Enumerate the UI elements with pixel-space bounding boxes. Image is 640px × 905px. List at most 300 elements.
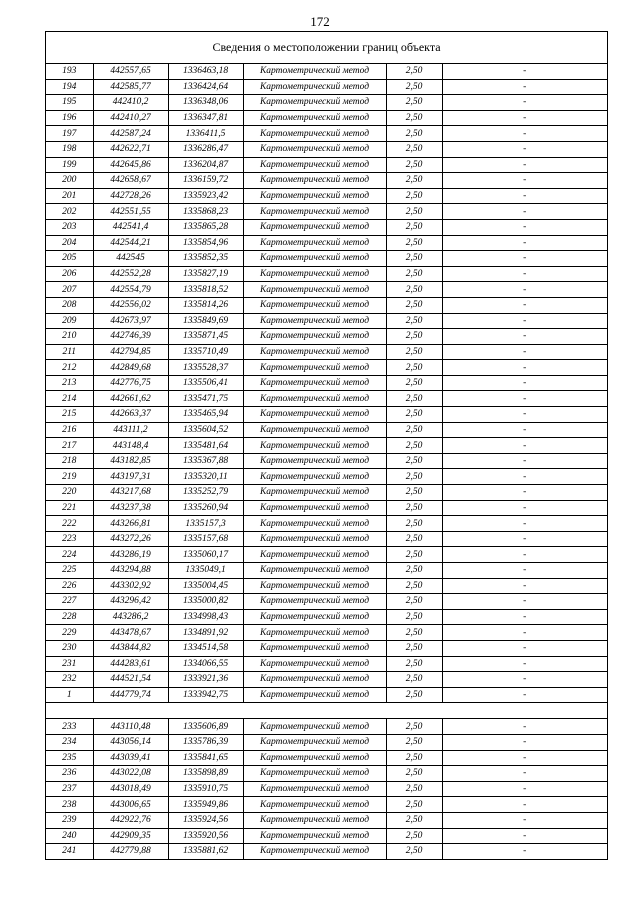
y-coordinate-cell: 1335471,75 [168, 391, 243, 407]
method-cell: Картометрический метод [243, 734, 386, 750]
description-cell: - [442, 344, 607, 360]
table-row [46, 375, 607, 391]
table-row [46, 173, 607, 189]
accuracy-cell: 2,50 [386, 407, 442, 423]
y-coordinate-cell: 1336348,06 [168, 95, 243, 111]
description-cell: - [442, 375, 607, 391]
description-cell: - [442, 516, 607, 532]
accuracy-cell: 2,50 [386, 547, 442, 563]
point-number-cell: 225 [46, 563, 93, 579]
x-coordinate-cell: 443148,4 [93, 438, 168, 454]
point-number-cell: 238 [46, 797, 93, 813]
point-number-cell: 229 [46, 625, 93, 641]
accuracy-cell: 2,50 [386, 126, 442, 142]
y-coordinate-cell: 1334066,55 [168, 656, 243, 672]
accuracy-cell: 2,50 [386, 640, 442, 656]
y-coordinate-cell: 1333942,75 [168, 687, 243, 703]
accuracy-cell: 2,50 [386, 687, 442, 703]
y-coordinate-cell: 1335865,28 [168, 219, 243, 235]
table-row [46, 672, 607, 688]
accuracy-cell: 2,50 [386, 828, 442, 844]
x-coordinate-cell: 442622,71 [93, 141, 168, 157]
point-number-cell: 205 [46, 251, 93, 267]
method-cell: Картометрический метод [243, 266, 386, 282]
method-cell: Картометрический метод [243, 625, 386, 641]
point-number-cell: 198 [46, 141, 93, 157]
method-cell: Картометрический метод [243, 438, 386, 454]
point-number-cell: 219 [46, 469, 93, 485]
y-coordinate-cell: 1335868,23 [168, 204, 243, 220]
x-coordinate-cell: 442551,55 [93, 204, 168, 220]
point-number-cell: 239 [46, 812, 93, 828]
x-coordinate-cell: 444521,54 [93, 672, 168, 688]
table-row [46, 781, 607, 797]
y-coordinate-cell: 1335827,19 [168, 266, 243, 282]
y-coordinate-cell: 1335871,45 [168, 329, 243, 345]
description-cell: - [442, 828, 607, 844]
method-cell: Картометрический метод [243, 157, 386, 173]
point-number-cell: 220 [46, 485, 93, 501]
method-cell: Картометрический метод [243, 173, 386, 189]
description-cell: - [442, 640, 607, 656]
x-coordinate-cell: 442794,85 [93, 344, 168, 360]
description-cell: - [442, 531, 607, 547]
point-number-cell: 204 [46, 235, 93, 251]
table-row [46, 344, 607, 360]
accuracy-cell: 2,50 [386, 734, 442, 750]
point-number-cell: 207 [46, 282, 93, 298]
method-cell: Картометрический метод [243, 609, 386, 625]
x-coordinate-cell: 444283,61 [93, 656, 168, 672]
method-cell: Картометрический метод [243, 719, 386, 735]
x-coordinate-cell: 443056,14 [93, 734, 168, 750]
accuracy-cell: 2,50 [386, 578, 442, 594]
x-coordinate-cell: 442645,86 [93, 157, 168, 173]
description-cell: - [442, 360, 607, 376]
accuracy-cell: 2,50 [386, 781, 442, 797]
method-cell: Картометрический метод [243, 219, 386, 235]
accuracy-cell: 2,50 [386, 297, 442, 313]
accuracy-cell: 2,50 [386, 204, 442, 220]
x-coordinate-cell: 443286,19 [93, 547, 168, 563]
x-coordinate-cell: 442746,39 [93, 329, 168, 345]
table-row [46, 422, 607, 438]
table-row [46, 110, 607, 126]
accuracy-cell: 2,50 [386, 188, 442, 204]
point-number-cell: 223 [46, 531, 93, 547]
point-number-cell: 234 [46, 734, 93, 750]
accuracy-cell: 2,50 [386, 453, 442, 469]
table-row [46, 719, 607, 735]
point-number-cell: 210 [46, 329, 93, 345]
table-row [46, 204, 607, 220]
table-row [46, 485, 607, 501]
y-coordinate-cell: 1336159,72 [168, 173, 243, 189]
description-cell: - [442, 438, 607, 454]
point-number-cell: 1 [46, 687, 93, 703]
table-row [46, 812, 607, 828]
point-number-cell: 203 [46, 219, 93, 235]
point-number-cell: 197 [46, 126, 93, 142]
method-cell: Картометрический метод [243, 126, 386, 142]
y-coordinate-cell: 1336463,18 [168, 64, 243, 79]
description-cell: - [442, 750, 607, 766]
method-cell: Картометрический метод [243, 640, 386, 656]
x-coordinate-cell: 443217,68 [93, 485, 168, 501]
x-coordinate-cell: 442556,02 [93, 297, 168, 313]
point-number-cell: 224 [46, 547, 93, 563]
point-number-cell: 230 [46, 640, 93, 656]
description-cell: - [442, 766, 607, 782]
accuracy-cell: 2,50 [386, 812, 442, 828]
y-coordinate-cell: 1336424,64 [168, 79, 243, 95]
description-cell: - [442, 251, 607, 267]
y-coordinate-cell: 1335854,96 [168, 235, 243, 251]
description-cell: - [442, 141, 607, 157]
point-number-cell: 208 [46, 297, 93, 313]
y-coordinate-cell: 1335000,82 [168, 594, 243, 610]
y-coordinate-cell: 1335320,11 [168, 469, 243, 485]
point-number-cell: 236 [46, 766, 93, 782]
table-row [46, 516, 607, 532]
x-coordinate-cell: 442544,21 [93, 235, 168, 251]
description-cell: - [442, 64, 607, 79]
accuracy-cell: 2,50 [386, 469, 442, 485]
method-cell: Картометрический метод [243, 766, 386, 782]
description-cell: - [442, 313, 607, 329]
method-cell: Картометрический метод [243, 141, 386, 157]
method-cell: Картометрический метод [243, 656, 386, 672]
method-cell: Картометрический метод [243, 375, 386, 391]
group-separator-row [46, 703, 607, 719]
accuracy-cell: 2,50 [386, 344, 442, 360]
y-coordinate-cell: 1335710,49 [168, 344, 243, 360]
method-cell: Картометрический метод [243, 547, 386, 563]
point-number-cell: 232 [46, 672, 93, 688]
table-row [46, 500, 607, 516]
x-coordinate-cell: 443302,92 [93, 578, 168, 594]
point-number-cell: 195 [46, 95, 93, 111]
table-row [46, 407, 607, 423]
point-number-cell: 222 [46, 516, 93, 532]
y-coordinate-cell: 1335849,69 [168, 313, 243, 329]
table-row [46, 563, 607, 579]
method-cell: Картометрический метод [243, 563, 386, 579]
description-cell: - [442, 656, 607, 672]
method-cell: Картометрический метод [243, 407, 386, 423]
x-coordinate-cell: 443197,31 [93, 469, 168, 485]
accuracy-cell: 2,50 [386, 329, 442, 345]
method-cell: Картометрический метод [243, 578, 386, 594]
accuracy-cell: 2,50 [386, 282, 442, 298]
accuracy-cell: 2,50 [386, 360, 442, 376]
method-cell: Картометрический метод [243, 391, 386, 407]
table-row [46, 625, 607, 641]
y-coordinate-cell: 1335923,42 [168, 188, 243, 204]
description-cell: - [442, 625, 607, 641]
description-cell: - [442, 578, 607, 594]
method-cell: Картометрический метод [243, 672, 386, 688]
y-coordinate-cell: 1336204,87 [168, 157, 243, 173]
description-cell: - [442, 453, 607, 469]
table-row [46, 235, 607, 251]
table-row [46, 313, 607, 329]
accuracy-cell: 2,50 [386, 266, 442, 282]
group-separator-cell [46, 703, 607, 719]
accuracy-cell: 2,50 [386, 173, 442, 189]
table-row [46, 329, 607, 345]
x-coordinate-cell: 443022,08 [93, 766, 168, 782]
description-cell: - [442, 500, 607, 516]
accuracy-cell: 2,50 [386, 609, 442, 625]
accuracy-cell: 2,50 [386, 313, 442, 329]
accuracy-cell: 2,50 [386, 750, 442, 766]
description-cell: - [442, 126, 607, 142]
accuracy-cell: 2,50 [386, 485, 442, 501]
description-cell: - [442, 422, 607, 438]
accuracy-cell: 2,50 [386, 95, 442, 111]
method-cell: Картометрический метод [243, 531, 386, 547]
x-coordinate-cell: 442776,75 [93, 375, 168, 391]
method-cell: Картометрический метод [243, 750, 386, 766]
point-number-cell: 194 [46, 79, 93, 95]
y-coordinate-cell: 1335786,39 [168, 734, 243, 750]
accuracy-cell: 2,50 [386, 672, 442, 688]
method-cell: Картометрический метод [243, 781, 386, 797]
table-row [46, 64, 607, 79]
accuracy-cell: 2,50 [386, 531, 442, 547]
y-coordinate-cell: 1335506,41 [168, 375, 243, 391]
y-coordinate-cell: 1335898,89 [168, 766, 243, 782]
point-number-cell: 199 [46, 157, 93, 173]
accuracy-cell: 2,50 [386, 766, 442, 782]
table-row [46, 360, 607, 376]
point-number-cell: 213 [46, 375, 93, 391]
description-cell: - [442, 110, 607, 126]
x-coordinate-cell: 443296,42 [93, 594, 168, 610]
x-coordinate-cell: 442587,24 [93, 126, 168, 142]
table-title: Сведения о местоположении границ объекта [46, 32, 607, 64]
method-cell: Картометрический метод [243, 844, 386, 859]
point-number-cell: 235 [46, 750, 93, 766]
table-row [46, 547, 607, 563]
table-row [46, 531, 607, 547]
x-coordinate-cell: 442663,37 [93, 407, 168, 423]
table-row [46, 687, 607, 703]
y-coordinate-cell: 1335814,26 [168, 297, 243, 313]
description-cell: - [442, 219, 607, 235]
y-coordinate-cell: 1335157,3 [168, 516, 243, 532]
y-coordinate-cell: 1335060,17 [168, 547, 243, 563]
point-number-cell: 214 [46, 391, 93, 407]
accuracy-cell: 2,50 [386, 235, 442, 251]
y-coordinate-cell: 1335049,1 [168, 563, 243, 579]
x-coordinate-cell: 443018,49 [93, 781, 168, 797]
description-cell: - [442, 469, 607, 485]
y-coordinate-cell: 1335367,88 [168, 453, 243, 469]
point-number-cell: 231 [46, 656, 93, 672]
method-cell: Картометрический метод [243, 453, 386, 469]
accuracy-cell: 2,50 [386, 422, 442, 438]
coordinates-table-body [46, 64, 607, 859]
method-cell: Картометрический метод [243, 828, 386, 844]
table-row [46, 141, 607, 157]
y-coordinate-cell: 1334514,58 [168, 640, 243, 656]
accuracy-cell: 2,50 [386, 516, 442, 532]
method-cell: Картометрический метод [243, 422, 386, 438]
x-coordinate-cell: 442557,65 [93, 64, 168, 79]
y-coordinate-cell: 1335920,56 [168, 828, 243, 844]
x-coordinate-cell: 442541,4 [93, 219, 168, 235]
x-coordinate-cell: 443237,38 [93, 500, 168, 516]
method-cell: Картометрический метод [243, 500, 386, 516]
y-coordinate-cell: 1334998,43 [168, 609, 243, 625]
table-row [46, 766, 607, 782]
description-cell: - [442, 485, 607, 501]
method-cell: Картометрический метод [243, 235, 386, 251]
description-cell: - [442, 282, 607, 298]
table-row [46, 734, 607, 750]
description-cell: - [442, 812, 607, 828]
description-cell: - [442, 734, 607, 750]
description-cell: - [442, 204, 607, 220]
description-cell: - [442, 157, 607, 173]
x-coordinate-cell: 442661,62 [93, 391, 168, 407]
x-coordinate-cell: 442658,67 [93, 173, 168, 189]
method-cell: Картометрический метод [243, 297, 386, 313]
point-number-cell: 228 [46, 609, 93, 625]
method-cell: Картометрический метод [243, 79, 386, 95]
method-cell: Картометрический метод [243, 329, 386, 345]
method-cell: Картометрический метод [243, 469, 386, 485]
description-cell: - [442, 563, 607, 579]
description-cell: - [442, 672, 607, 688]
x-coordinate-cell: 442410,2 [93, 95, 168, 111]
table-row [46, 297, 607, 313]
y-coordinate-cell: 1335949,86 [168, 797, 243, 813]
point-number-cell: 241 [46, 844, 93, 859]
y-coordinate-cell: 1335260,94 [168, 500, 243, 516]
description-cell: - [442, 188, 607, 204]
table-row [46, 594, 607, 610]
point-number-cell: 233 [46, 719, 93, 735]
point-number-cell: 237 [46, 781, 93, 797]
description-cell: - [442, 844, 607, 859]
accuracy-cell: 2,50 [386, 844, 442, 859]
point-number-cell: 193 [46, 64, 93, 79]
description-cell: - [442, 173, 607, 189]
table-row [46, 79, 607, 95]
method-cell: Картометрический метод [243, 797, 386, 813]
table-row [46, 640, 607, 656]
method-cell: Картометрический метод [243, 812, 386, 828]
method-cell: Картометрический метод [243, 344, 386, 360]
point-number-cell: 215 [46, 407, 93, 423]
x-coordinate-cell: 442673,97 [93, 313, 168, 329]
table-row [46, 188, 607, 204]
point-number-cell: 206 [46, 266, 93, 282]
y-coordinate-cell: 1335924,56 [168, 812, 243, 828]
point-number-cell: 221 [46, 500, 93, 516]
y-coordinate-cell: 1335481,64 [168, 438, 243, 454]
method-cell: Картометрический метод [243, 313, 386, 329]
x-coordinate-cell: 442585,77 [93, 79, 168, 95]
y-coordinate-cell: 1334891,92 [168, 625, 243, 641]
table-row [46, 282, 607, 298]
accuracy-cell: 2,50 [386, 719, 442, 735]
y-coordinate-cell: 1335910,75 [168, 781, 243, 797]
point-number-cell: 211 [46, 344, 93, 360]
y-coordinate-cell: 1335528,37 [168, 360, 243, 376]
accuracy-cell: 2,50 [386, 157, 442, 173]
accuracy-cell: 2,50 [386, 656, 442, 672]
x-coordinate-cell: 444779,74 [93, 687, 168, 703]
method-cell: Картометрический метод [243, 485, 386, 501]
description-cell: - [442, 266, 607, 282]
description-cell: - [442, 781, 607, 797]
table-row [46, 828, 607, 844]
y-coordinate-cell: 1335818,52 [168, 282, 243, 298]
y-coordinate-cell: 1335252,79 [168, 485, 243, 501]
accuracy-cell: 2,50 [386, 625, 442, 641]
x-coordinate-cell: 442849,68 [93, 360, 168, 376]
x-coordinate-cell: 442909,35 [93, 828, 168, 844]
x-coordinate-cell: 443006,65 [93, 797, 168, 813]
table-row [46, 750, 607, 766]
x-coordinate-cell: 443294,88 [93, 563, 168, 579]
y-coordinate-cell: 1336411,5 [168, 126, 243, 142]
x-coordinate-cell: 443039,41 [93, 750, 168, 766]
table-row [46, 219, 607, 235]
x-coordinate-cell: 442922,76 [93, 812, 168, 828]
page-number: 172 [310, 14, 330, 29]
description-cell: - [442, 797, 607, 813]
x-coordinate-cell: 443844,82 [93, 640, 168, 656]
point-number-cell: 202 [46, 204, 93, 220]
table-row [46, 266, 607, 282]
method-cell: Картометрический метод [243, 204, 386, 220]
point-number-cell: 240 [46, 828, 93, 844]
table-row [46, 251, 607, 267]
method-cell: Картометрический метод [243, 251, 386, 267]
table-row [46, 453, 607, 469]
x-coordinate-cell: 442554,79 [93, 282, 168, 298]
description-cell: - [442, 235, 607, 251]
method-cell: Картометрический метод [243, 594, 386, 610]
table-row [46, 438, 607, 454]
point-number-cell: 201 [46, 188, 93, 204]
x-coordinate-cell: 443266,81 [93, 516, 168, 532]
accuracy-cell: 2,50 [386, 110, 442, 126]
boundary-table-sheet [45, 31, 608, 860]
accuracy-cell: 2,50 [386, 391, 442, 407]
method-cell: Картометрический метод [243, 282, 386, 298]
accuracy-cell: 2,50 [386, 438, 442, 454]
accuracy-cell: 2,50 [386, 251, 442, 267]
table-row [46, 609, 607, 625]
x-coordinate-cell: 443111,2 [93, 422, 168, 438]
table-row [46, 95, 607, 111]
method-cell: Картометрический метод [243, 516, 386, 532]
accuracy-cell: 2,50 [386, 219, 442, 235]
point-number-cell: 212 [46, 360, 93, 376]
y-coordinate-cell: 1335606,89 [168, 719, 243, 735]
accuracy-cell: 2,50 [386, 797, 442, 813]
y-coordinate-cell: 1335157,68 [168, 531, 243, 547]
x-coordinate-cell: 443286,2 [93, 609, 168, 625]
y-coordinate-cell: 1335852,35 [168, 251, 243, 267]
method-cell: Картометрический метод [243, 687, 386, 703]
